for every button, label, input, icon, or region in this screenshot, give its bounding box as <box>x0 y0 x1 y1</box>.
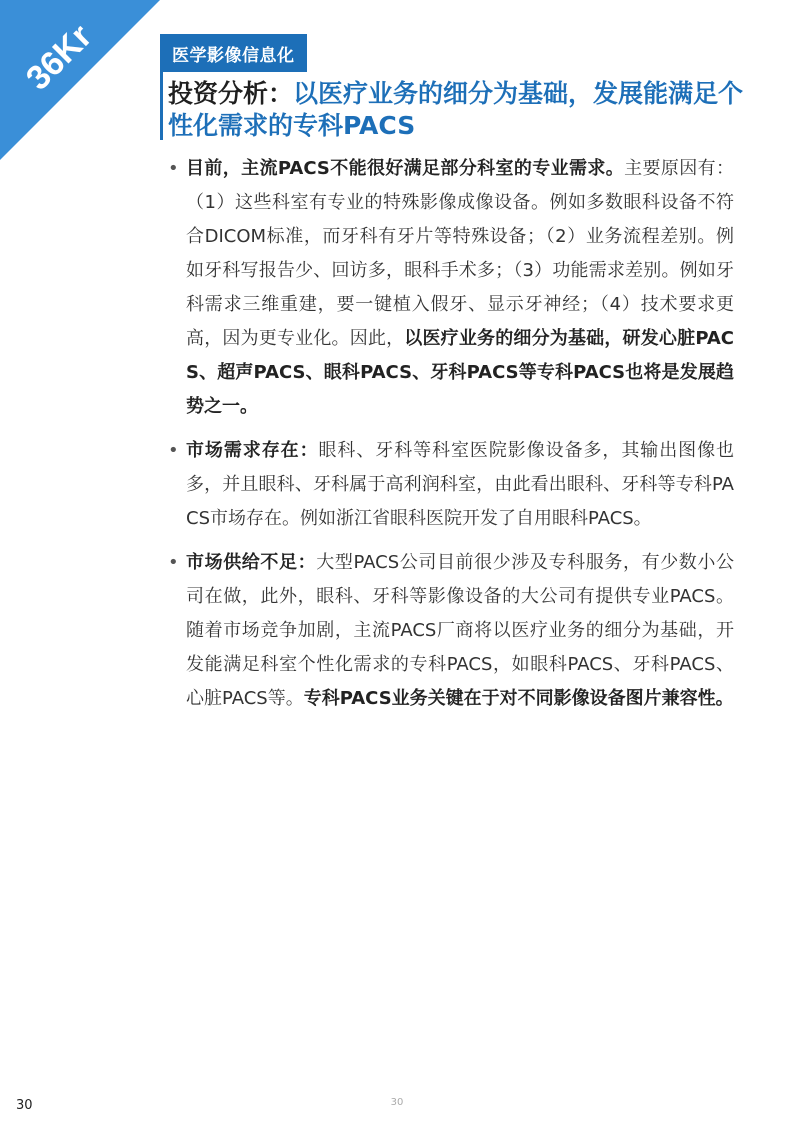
bullet-dot-icon: • <box>168 552 179 573</box>
title-accent-bar <box>160 72 163 140</box>
bullet-text <box>186 546 734 716</box>
bullet-dot-icon: • <box>168 440 179 461</box>
page-title <box>168 78 748 142</box>
bold-text: 以医疗业务的细分为基础，研发心脏PACS、超声PACS、眼科PACS、牙科PACS等专科PACS也将是发展趋势之一。 <box>186 328 734 417</box>
body-text: 主要原因有：（1）这些科室有专业的特殊影像成像设备。例如多数眼科设备不符合DICOM标准，而牙科有牙片等特殊设备；（2）业务流程差别。例如牙科写报告少、回访多，眼科手术多；（3）功能需求差别。例如牙科需求三维重建，要一键植入假牙、显示牙神经；（4）技术要求更高，因为更专业化。因此， <box>186 158 734 349</box>
body-text: 眼科、牙科等科室医院影像设备多，其输出图像也多，并且眼科、牙科属于高利润科室，由此看出眼科、牙科等专科PACS市场存在。例如浙江省眼科医院开发了自用眼科PACS。 <box>186 440 734 529</box>
bold-text: 目前，主流PACS不能很好满足部分科室的专业需求。 <box>186 158 625 179</box>
bullet-item <box>168 152 734 424</box>
brand-logo-text: 36Kr <box>18 17 100 98</box>
bullet-text <box>186 152 734 424</box>
title-prefix: 投资分析： <box>168 79 294 108</box>
body-text: 大型PACS公司目前很少涉及专科服务，有少数小公司在做，此外，眼科、牙科等影像设备的大公司有提供专业PACS。随着市场竞争加剧，主流PACS厂商将以医疗业务的细分为基础，开发能满足科室个性化需求的专科PACS，如眼科PACS、牙科PACS、心脏PACS等。 <box>186 552 734 709</box>
page-number-center: 30 <box>390 1097 404 1108</box>
bullet-item <box>168 546 734 716</box>
section-tag: 医学影像信息化 <box>160 34 307 72</box>
bold-text: 市场供给不足： <box>186 552 317 573</box>
bullet-text <box>186 434 734 536</box>
bullet-list <box>168 152 734 726</box>
bold-text: 市场需求存在： <box>186 440 319 461</box>
bullet-item <box>168 434 734 536</box>
bullet-dot-icon: • <box>168 158 179 179</box>
brand-corner-logo <box>0 0 160 160</box>
page-number: 30 <box>16 1098 33 1113</box>
bold-text: 专科PACS业务关键在于对不同影像设备图片兼容性。 <box>303 688 734 709</box>
title-main: 以医疗业务的细分为基础，发展能满足个性化需求的专科PACS <box>168 79 744 140</box>
